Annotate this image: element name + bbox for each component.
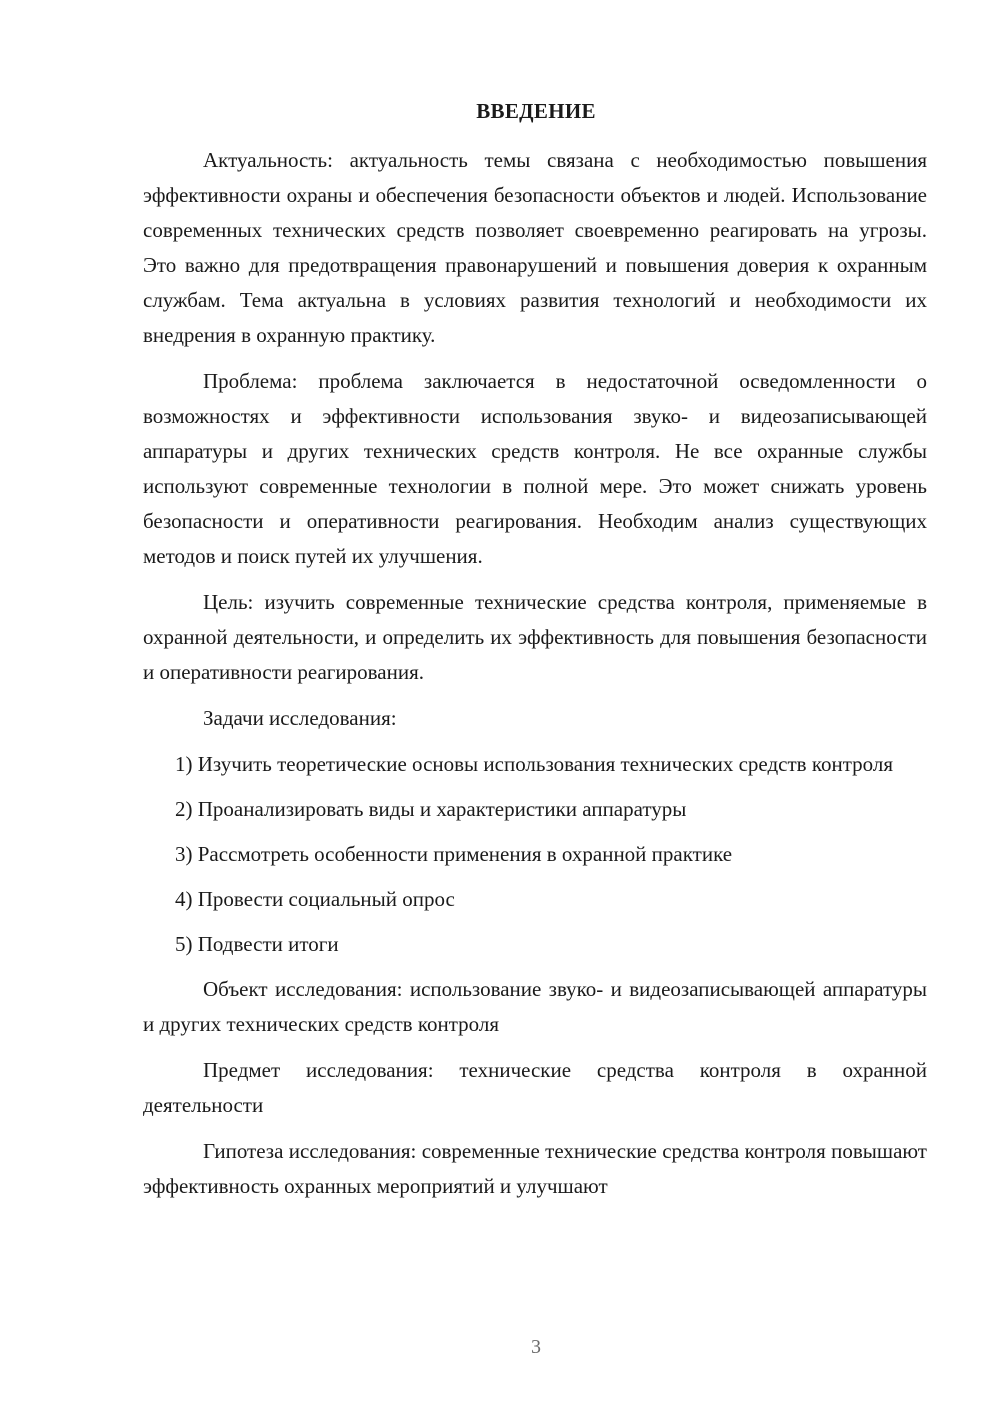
paragraph-object: Объект исследования: использование звуко- и видеозаписывающей аппаратуры и других технических средств контроля: [143, 977, 927, 1036]
list-item: 2) Проанализировать виды и характеристики аппаратуры: [175, 797, 687, 821]
body-text: [143, 143, 927, 1215]
page-title: ВВЕДЕНИЕ: [476, 99, 596, 123]
list-item: 5) Подвести итоги: [175, 932, 339, 956]
paragraph-relevance: Актуальность: актуальность темы связана с необходимостью повышения эффективности охраны и обеспечения безопасности объектов и людей. Использование современных технических средств позволяет своевременно реагировать на угрозы. Это важно для предотвращения правонарушений и повышения доверия к охранным службам. Тема актуальна в условиях развития технологий и необходимости их внедрения в охранную практику.: [143, 148, 927, 347]
paragraph-subject: Предмет исследования: технические средства контроля в охранной деятельности: [143, 1058, 927, 1117]
paragraph-goal: Цель: изучить современные технические средства контроля, применяемые в охранной деятельности, и определить их эффективность для повышения безопасности и оперативности реагирования.: [143, 590, 927, 684]
list-item: 3) Рассмотреть особенности применения в охранной практике: [175, 842, 733, 866]
paragraph-hypothesis: Гипотеза исследования: современные технические средства контроля повышают эффективность охранных мероприятий и улучшают: [143, 1139, 927, 1198]
page-number: 3: [531, 1336, 541, 1358]
list-item: 4) Провести социальный опрос: [175, 887, 455, 911]
tasks-heading: Задачи исследования:: [203, 706, 397, 730]
paragraph-problem: Проблема: проблема заключается в недостаточной осведомленности о возможностях и эффективности использования звуко- и видеозаписывающей аппаратуры и других технических средств контроля. Не все охранные службы используют современные технологии в полной мере. Это может снижать уровень безопасности и оперативности реагирования. Необходим анализ существующих методов и поиск путей их улучшения.: [143, 369, 927, 568]
list-item: 1) Изучить теоретические основы использования технических средств контроля: [175, 752, 893, 776]
